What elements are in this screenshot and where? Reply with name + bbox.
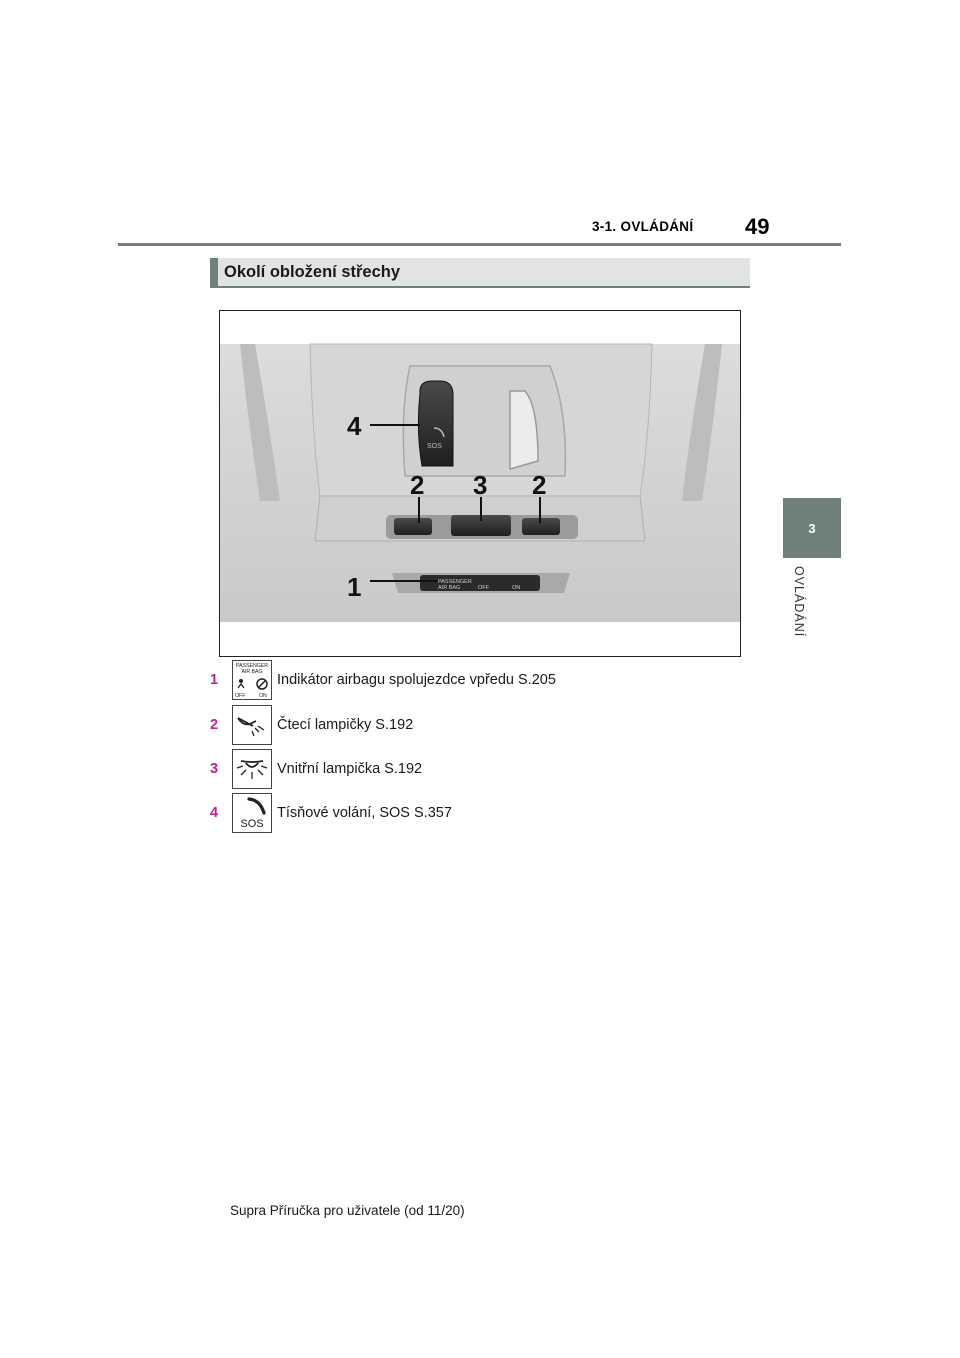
legend-number: 3 xyxy=(210,761,219,777)
airbag-panel-airbag-text: AIR BAG xyxy=(438,585,461,591)
svg-text:PASSENGER: PASSENGER xyxy=(236,663,268,669)
callout-1: 1 xyxy=(347,572,362,602)
callout-2-left: 2 xyxy=(410,470,425,500)
sos-button-label: SOS xyxy=(427,443,442,450)
sos-button xyxy=(418,381,453,466)
footer-text: Supra Příručka pro uživatele (od 11/20) xyxy=(230,1203,465,1218)
overhead-console-illustration xyxy=(220,311,741,657)
airbag-panel-passenger-text: PASSENGER xyxy=(438,579,472,585)
section-title: Okolí obložení střechy xyxy=(224,262,401,281)
chapter-tab[interactable] xyxy=(783,498,841,558)
passenger-airbag-indicator-icon xyxy=(232,660,272,700)
legend-item-4 xyxy=(210,792,452,834)
reading-light-left-button xyxy=(394,518,432,535)
callout-3: 3 xyxy=(473,470,488,500)
callout-4: 4 xyxy=(347,411,362,441)
legend-number: 2 xyxy=(210,717,219,733)
chapter-tab-number: 3 xyxy=(808,520,816,536)
legend-text: Tísňové volání, SOS S.357 xyxy=(277,805,452,821)
interior-light-icon xyxy=(232,749,272,789)
sos-call-icon xyxy=(232,793,272,833)
legend-number: 4 xyxy=(210,805,219,821)
callout-2-right: 2 xyxy=(532,470,547,500)
legend-number: 1 xyxy=(210,672,219,688)
page-number: 49 xyxy=(745,214,770,239)
header-divider xyxy=(118,243,841,246)
svg-text:OFF: OFF xyxy=(235,693,246,699)
section-heading xyxy=(210,258,750,288)
svg-text:AIR BAG: AIR BAG xyxy=(241,669,263,675)
airbag-panel-off-text: OFF xyxy=(478,585,489,591)
legend-item-3 xyxy=(210,748,422,790)
legend-text: Indikátor airbagu spolujezdce vpředu S.205 xyxy=(277,672,556,688)
svg-text:ON: ON xyxy=(259,693,267,699)
legend-item-2 xyxy=(210,704,413,746)
reading-light-icon xyxy=(232,705,272,745)
legend-item-1 xyxy=(210,659,556,701)
chapter-side-label: OVLÁDÁNÍ xyxy=(792,566,806,638)
chapter-title: 3-1. OVLÁDÁNÍ xyxy=(592,219,694,234)
airbag-panel-on-text: ON xyxy=(512,585,521,591)
svg-text:SOS: SOS xyxy=(240,818,264,830)
overhead-console-figure xyxy=(219,310,741,657)
legend-text: Čtecí lampičky S.192 xyxy=(277,717,414,733)
legend-text: Vnitřní lampička S.192 xyxy=(277,761,423,777)
